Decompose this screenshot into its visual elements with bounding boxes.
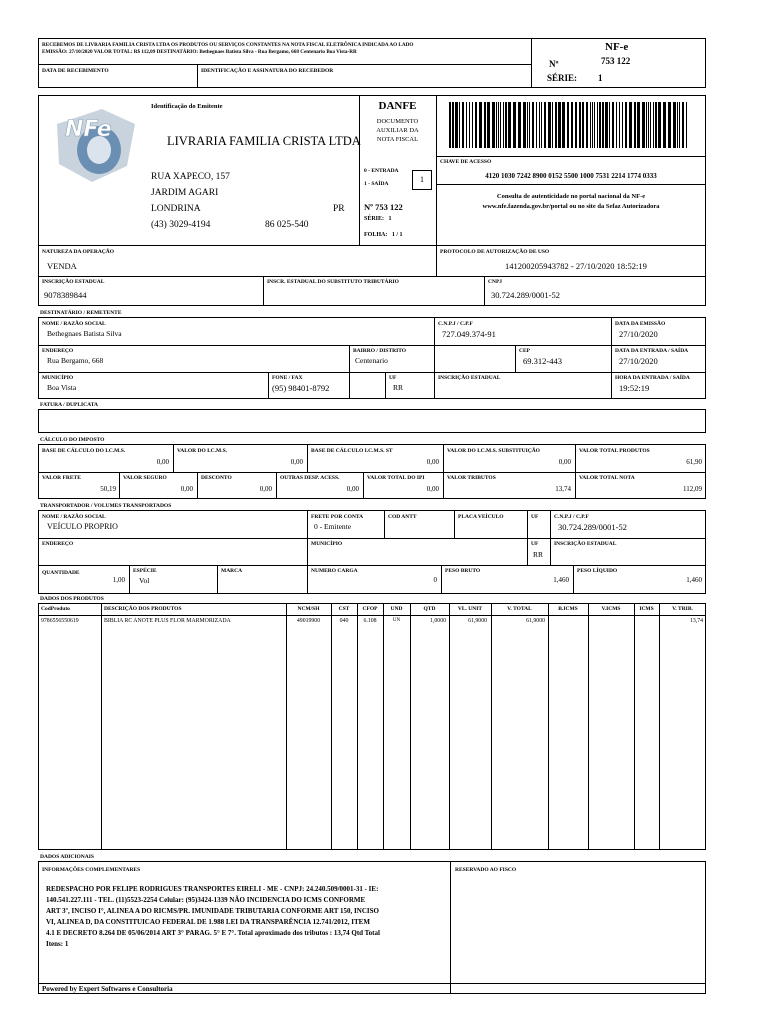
barcode-bar — [541, 102, 542, 148]
emitter-cep: 86 025-540 — [265, 220, 309, 230]
header-ncm: NCM/SH — [297, 606, 320, 612]
transport-freight-value: 0 - Emitente — [314, 522, 352, 531]
transport-ie-label: INSCRIÇÃO ESTADUAL — [554, 541, 617, 547]
header-v-icms: V.ICMS — [601, 606, 621, 612]
city-value: Boa Vista — [47, 383, 77, 392]
barcode-bar — [592, 102, 593, 148]
recipient-section: DESTINATÁRIO / REMETENTE — [40, 310, 122, 316]
receipt-text-1: RECEBEMOS DE LIVRARIA FAMILIA CRISTA LTDA OS PRODUTOS OU SERVIÇOS CONSTANTES NA NOTA FISCAL ELETRÔNICA INDICADA AO LADO — [42, 42, 414, 48]
transport-address-label: ENDEREÇO — [42, 541, 74, 547]
protocol-value: 141200205943782 - 27/10/2020 18:52:19 — [505, 261, 647, 271]
danfe-type-box: 1 — [412, 170, 432, 190]
barcode-bar — [548, 102, 551, 148]
total-products-value: 61,90 — [686, 458, 702, 466]
barcode-bar — [575, 102, 577, 148]
emitter-block — [38, 95, 706, 246]
transport-uf2-label: UF — [531, 541, 539, 547]
base-st-value: 0,00 — [426, 458, 439, 466]
transport-uf-label: UF — [531, 514, 539, 520]
receipt-nfe-title: NF-e — [605, 41, 629, 53]
row-qtd: 1,0000 — [430, 618, 446, 624]
total-note-label: VALOR TOTAL NOTA — [579, 475, 635, 481]
danfe-serie: SÉRIE: 1 — [364, 216, 392, 222]
taxes-label: VALOR TRIBUTOS — [447, 475, 496, 481]
gross-value: 1,460 — [553, 576, 569, 584]
recipient-name-label: NOME / RAZÃO SOCIAL — [42, 321, 106, 327]
barcode-bar — [479, 102, 482, 148]
barcode-bar — [605, 102, 608, 148]
ie-value: 9078389844 — [44, 290, 87, 300]
load-label: NUMERO CARGA — [311, 568, 358, 574]
barcode-bar — [452, 102, 454, 148]
barcode-bar — [650, 102, 651, 148]
barcode-bar — [529, 102, 530, 148]
city-label: MUNICÍPIO — [42, 375, 74, 381]
cnpj-value: 30.724.289/0001-52 — [491, 290, 560, 300]
barcode-bar — [673, 102, 676, 148]
additional-section: DADOS ADICIONAIS — [40, 854, 94, 860]
barcode-bar — [642, 102, 645, 148]
barcode-bar — [505, 102, 507, 148]
freight-label: VALOR FRETE — [42, 475, 81, 481]
insurance-label: VALOR SEGURO — [123, 475, 167, 481]
district-value: Centenario — [355, 356, 388, 365]
access-key-label: CHAVE DE ACESSO — [440, 159, 492, 165]
danfe-number: Nº 753 122 — [364, 202, 403, 212]
tax-block — [38, 444, 706, 499]
barcode-bar — [668, 102, 671, 148]
recipient-cpf-label: C.N.P.J / C.P.F — [438, 321, 473, 327]
address-value: Rua Bergamo, 668 — [47, 356, 104, 365]
barcode-bar — [646, 102, 647, 148]
barcode-bar — [518, 102, 521, 148]
barcode-bar — [532, 102, 534, 148]
recipient-block — [38, 317, 706, 399]
transport-uf2-value: RR — [533, 550, 544, 559]
transport-freight-label: FRETE POR CONTA — [311, 514, 364, 520]
emitter-phone: (43) 3029-4194 — [151, 220, 211, 230]
net-value: 1,460 — [686, 576, 702, 584]
nfe-logo-icon — [47, 104, 139, 184]
barcode-bar — [492, 102, 495, 148]
barcode-bar — [469, 102, 470, 148]
recipient-ie-label: INSCRIÇÃO ESTADUAL — [438, 375, 501, 381]
barcode-bar — [503, 102, 504, 148]
barcode-bar — [539, 102, 540, 148]
plate-label: PLACA VEÍCULO — [458, 514, 504, 520]
barcode-bar — [590, 102, 591, 148]
freight-value: 50,19 — [100, 485, 116, 493]
discount-label: DESCONTO — [201, 475, 232, 481]
barcode-bar — [622, 102, 623, 148]
uf-value: RR — [393, 383, 404, 392]
barcode-bar — [677, 102, 678, 148]
icms-label: VALOR DO I.C.M.S. — [177, 448, 228, 454]
icms-st-value: 0,00 — [558, 458, 571, 466]
emitter-district: JARDIM AGARI — [151, 188, 219, 198]
barcode-bar — [513, 102, 516, 148]
barcode-bar — [653, 102, 654, 148]
other-label: OUTRAS DESP. ACESS. — [280, 475, 340, 481]
barcode-bar — [466, 102, 467, 148]
recipient-name-value: Bethegnaes Batista Silva — [47, 329, 122, 338]
taxes-value: 13,74 — [555, 485, 571, 493]
row-und: UN — [392, 618, 401, 623]
header-v-total: V. TOTAL — [507, 606, 532, 612]
row-ncm: 49019900 — [296, 618, 321, 624]
total-note-value: 112,09 — [683, 485, 702, 493]
danfe-subtitle-1: DOCUMENTO — [376, 118, 419, 125]
gross-label: PESO BRUTO — [445, 568, 481, 574]
invoice-section: FATURA / DUPLICATA — [40, 402, 98, 408]
access-key-value: 4120 1030 7242 8900 0152 5500 1000 7531 2214 1774 0333 — [485, 172, 657, 180]
ie-label: INSCRIÇÃO ESTADUAL — [42, 279, 105, 285]
emitter-street: RUA XAPECO, 157 — [151, 172, 230, 182]
row-codproduto: 9786556550619 — [41, 618, 79, 624]
danfe-title: DANFE — [378, 100, 417, 112]
hour-label: HORA DA ENTRADA / SAÍDA — [615, 375, 690, 381]
receipt-number-label: Nº — [549, 59, 559, 69]
invoice-block — [38, 409, 706, 433]
consult-line-2: www.nfe.fazenda.gov.br/portal ou no site da Sefaz Autorizadora — [482, 203, 660, 210]
net-label: PESO LÍQUIDO — [577, 568, 618, 574]
powered-by: Powered by Expert Softwares e Consultoria — [42, 985, 173, 993]
nfe-logo-text: NFe — [65, 117, 112, 142]
antt-label: COD ANTT — [388, 514, 417, 520]
barcode-bar — [567, 102, 569, 148]
barcode-bar — [682, 102, 684, 148]
emitter-city: LONDRINA — [151, 204, 201, 214]
products-table — [38, 603, 706, 850]
load-value: 0 — [433, 576, 437, 584]
barcode-bar — [487, 102, 490, 148]
receipt-signature-label: IDENTIFICAÇÃO E ASSINATURA DO RECEBEDOR — [201, 68, 334, 74]
total-products-label: VALOR TOTAL PRODUTOS — [579, 448, 650, 454]
phone-label: FONE / FAX — [272, 375, 303, 381]
danfe-entrada: 0 - ENTRADA — [364, 168, 399, 174]
barcode-bar — [484, 102, 486, 148]
barcode-bar — [616, 102, 617, 148]
barcode-bar — [679, 102, 680, 148]
nature-value: VENDA — [47, 261, 77, 271]
hour-value: 19:52:19 — [619, 383, 650, 393]
receipt-strip — [38, 38, 706, 88]
info-line-4: VI, ALINEA D, DA CONSTITUICAO FEDERAL DE 1.988 LEI DA TRANSPARÊNCIA 12.741/2012, ITEM — [46, 918, 370, 926]
barcode-bar — [459, 102, 460, 148]
barcode-bar — [552, 102, 553, 148]
entry-value: 27/10/2020 — [619, 356, 658, 366]
transport-cnpj-value: 30.724.289/0001-52 — [558, 522, 627, 532]
row-vl-unit: 61,9000 — [468, 618, 487, 624]
danfe-subtitle-2: AUXILIAR DA — [376, 127, 419, 134]
barcode-bar — [496, 102, 497, 148]
header-cst: CST — [338, 606, 350, 612]
barcode-bar — [558, 102, 561, 148]
recipient-cpf-value: 727.049.374-91 — [442, 329, 496, 339]
barcode-bar — [612, 102, 614, 148]
header-descricao: DESCRIÇÃO DOS PRODUTOS — [104, 606, 182, 612]
barcode-bar — [599, 102, 601, 148]
emitter-state: PR — [333, 204, 345, 214]
barcode-bar — [594, 102, 595, 148]
barcode — [449, 102, 687, 148]
barcode-bar — [686, 102, 687, 148]
barcode-bar — [586, 102, 588, 148]
transport-block — [38, 510, 706, 594]
qty-value: 1,00 — [112, 576, 125, 584]
info-line-6: Itens: 1 — [46, 940, 69, 948]
barcode-bar — [637, 102, 640, 148]
barcode-bar — [527, 102, 528, 148]
receipt-date-label: DATA DE RECEBIMENTO — [42, 68, 109, 74]
barcode-bar — [571, 102, 573, 148]
barcode-bar — [498, 102, 499, 148]
barcode-bar — [597, 102, 598, 148]
info-line-2: 140.541.227.111 - TEL. (11)5523-2254 Celular: (95)3424-1339 NÃO INCIDENCIA DO ICMS CONFORME — [46, 896, 366, 904]
protocol-label: PROTOCOLO DE AUTORIZAÇÃO DE USO — [440, 249, 550, 255]
insurance-value: 0,00 — [180, 485, 193, 493]
barcode-bar — [472, 102, 473, 148]
row-v-total: 61,9000 — [526, 618, 545, 624]
header-cfop: CFOP — [362, 606, 378, 612]
barcode-bar — [655, 102, 657, 148]
barcode-bar — [508, 102, 511, 148]
barcode-bar — [648, 102, 649, 148]
danfe-subtitle-3: NOTA FISCAL — [376, 136, 419, 143]
header-vl-unit: VL. UNIT — [457, 606, 483, 612]
info-line-3: ART 3º, INCISO I°, ALINEA A DO RICMS/PR. IMUNIDADE TRIBUTARIA CONFORME ART 150, INCISO — [46, 907, 379, 915]
emitter-name: LIVRARIA FAMILIA CRISTA LTDA — [167, 134, 361, 148]
transport-city-label: MUNICÍPIO — [311, 541, 343, 547]
barcode-bar — [609, 102, 610, 148]
qty-label: QUANTIDADE — [42, 570, 80, 576]
fisco-label: RESERVADO AO FISCO — [455, 867, 517, 873]
base-st-label: BASE DE CÁLCULO I.C.M.S. ST — [311, 448, 393, 454]
transport-section: TRANSPORTADOR / VOLUMES TRANSPORTADOS — [40, 503, 172, 509]
info-line-5: 4.1 E DECRETO 8.264 DE 05/06/2014 ART 3° PARAG. 5° E 7°. Total aproximado dos tributos : 13,74 Qtd Total — [46, 929, 380, 937]
district-label: BAIRRO / DISTRITO — [353, 348, 407, 354]
danfe-saida: 1 - SAÍDA — [364, 181, 389, 187]
barcode-bar — [625, 102, 627, 148]
barcode-bar — [579, 102, 581, 148]
barcode-bar — [663, 102, 666, 148]
icms-st-label: VALOR DO I.C.M.S. SUBSTITUIÇÃO — [447, 448, 540, 454]
barcode-bar — [629, 102, 632, 148]
tax-section: CÁLCULO DO IMPOSTO — [40, 437, 105, 443]
row-cst: 040 — [339, 618, 349, 624]
receipt-serie-value: 1 — [598, 73, 603, 83]
address-label: ENDEREÇO — [42, 348, 74, 354]
products-section: DADOS DOS PRODUTOS — [40, 596, 104, 602]
info-label: INFORMAÇÕES COMPLEMENTARES — [42, 867, 141, 873]
phone-value: (95) 98401-8792 — [272, 383, 330, 393]
iest-label: INSCR. ESTADUAL DO SUBSTITUTO TRIBUTÁRIO — [267, 279, 399, 285]
header-qtd: QTD — [423, 606, 436, 612]
brand-label: MARCA — [221, 568, 243, 574]
operation-block — [38, 246, 706, 306]
uf-label: UF — [389, 375, 397, 381]
icms-value: 0,00 — [290, 458, 303, 466]
additional-block — [38, 861, 706, 994]
barcode-bar — [455, 102, 458, 148]
barcode-bar — [475, 102, 477, 148]
barcode-bar — [449, 102, 451, 148]
emitter-ident-label: Identificação do Emitente — [151, 103, 223, 110]
info-line-1: REDESPACHO POR FELIPE RODRIGUES TRANSPORTES EIRELI - ME - CNPJ: 24.240.509/0001-31 - IE: — [46, 885, 379, 893]
receipt-text-2: EMISSÃO: 27/10/2020 VALOR TOTAL: R$ 112,09 DESTINATÁRIO: Bethegnaes Batista Silva - Rua Bergamo, 668 Centenario Boa Vista-RR — [42, 49, 357, 55]
row-cfop: 6.108 — [363, 618, 377, 624]
barcode-bar — [536, 102, 537, 148]
barcode-bar — [634, 102, 636, 148]
row-descricao: BIBLIA RC ANOTE PLUS FLOR MARMORIZADA — [104, 618, 231, 624]
cep-value: 69.312-443 — [523, 356, 562, 366]
base-icms-label: BASE DE CÁLCULO DO I.C.M.S. — [42, 448, 126, 454]
barcode-bar — [555, 102, 557, 148]
transport-name-value: VEÍCULO PROPRIO — [47, 522, 118, 531]
cep-label: CEP — [519, 348, 530, 354]
nature-label: NATUREZA DA OPERAÇÃO — [42, 249, 115, 255]
species-label: ESPÉCIE — [133, 568, 157, 574]
discount-value: 0,00 — [259, 485, 272, 493]
cnpj-label: CNPJ — [488, 279, 503, 285]
header-b-icms: B.ICMS — [558, 606, 578, 612]
barcode-bar — [619, 102, 620, 148]
barcode-bar — [523, 102, 526, 148]
transport-name-label: NOME / RAZÃO SOCIAL — [42, 514, 106, 520]
barcode-bar — [544, 102, 546, 148]
ipi-value: 0,00 — [426, 485, 439, 493]
barcode-bar — [462, 102, 464, 148]
barcode-bar — [582, 102, 584, 148]
barcode-bar — [602, 102, 604, 148]
receipt-number-value: 753 122 — [601, 56, 631, 66]
ipi-label: VALOR TOTAL DO IPI — [367, 475, 425, 481]
barcode-bar — [562, 102, 565, 148]
transport-cnpj-label: C.N.P.J / C.P.F — [554, 514, 589, 520]
danfe-folha: FOLHA: 1 / 1 — [364, 232, 403, 238]
header-v-trib: V. TRIB. — [672, 606, 693, 612]
barcode-bar — [658, 102, 661, 148]
barcode-bar — [500, 102, 501, 148]
species-value: Vol — [139, 576, 150, 585]
receipt-serie-label: SÉRIE: — [547, 73, 578, 83]
header-und: UND — [390, 606, 403, 612]
base-icms-value: 0,00 — [156, 458, 169, 466]
consult-line-1: Consulta de autenticidade no portal nacional da NF-e — [496, 193, 646, 200]
row-v-trib: 13,74 — [689, 618, 703, 624]
header-codproduto: CodProduto — [41, 606, 70, 612]
entry-label: DATA DA ENTRADA / SAÍDA — [615, 348, 689, 354]
emission-label: DATA DA EMISSÃO — [615, 321, 666, 327]
header-icms: ICMS — [639, 606, 654, 612]
other-value: 0,00 — [346, 485, 359, 493]
emission-value: 27/10/2020 — [619, 329, 658, 339]
